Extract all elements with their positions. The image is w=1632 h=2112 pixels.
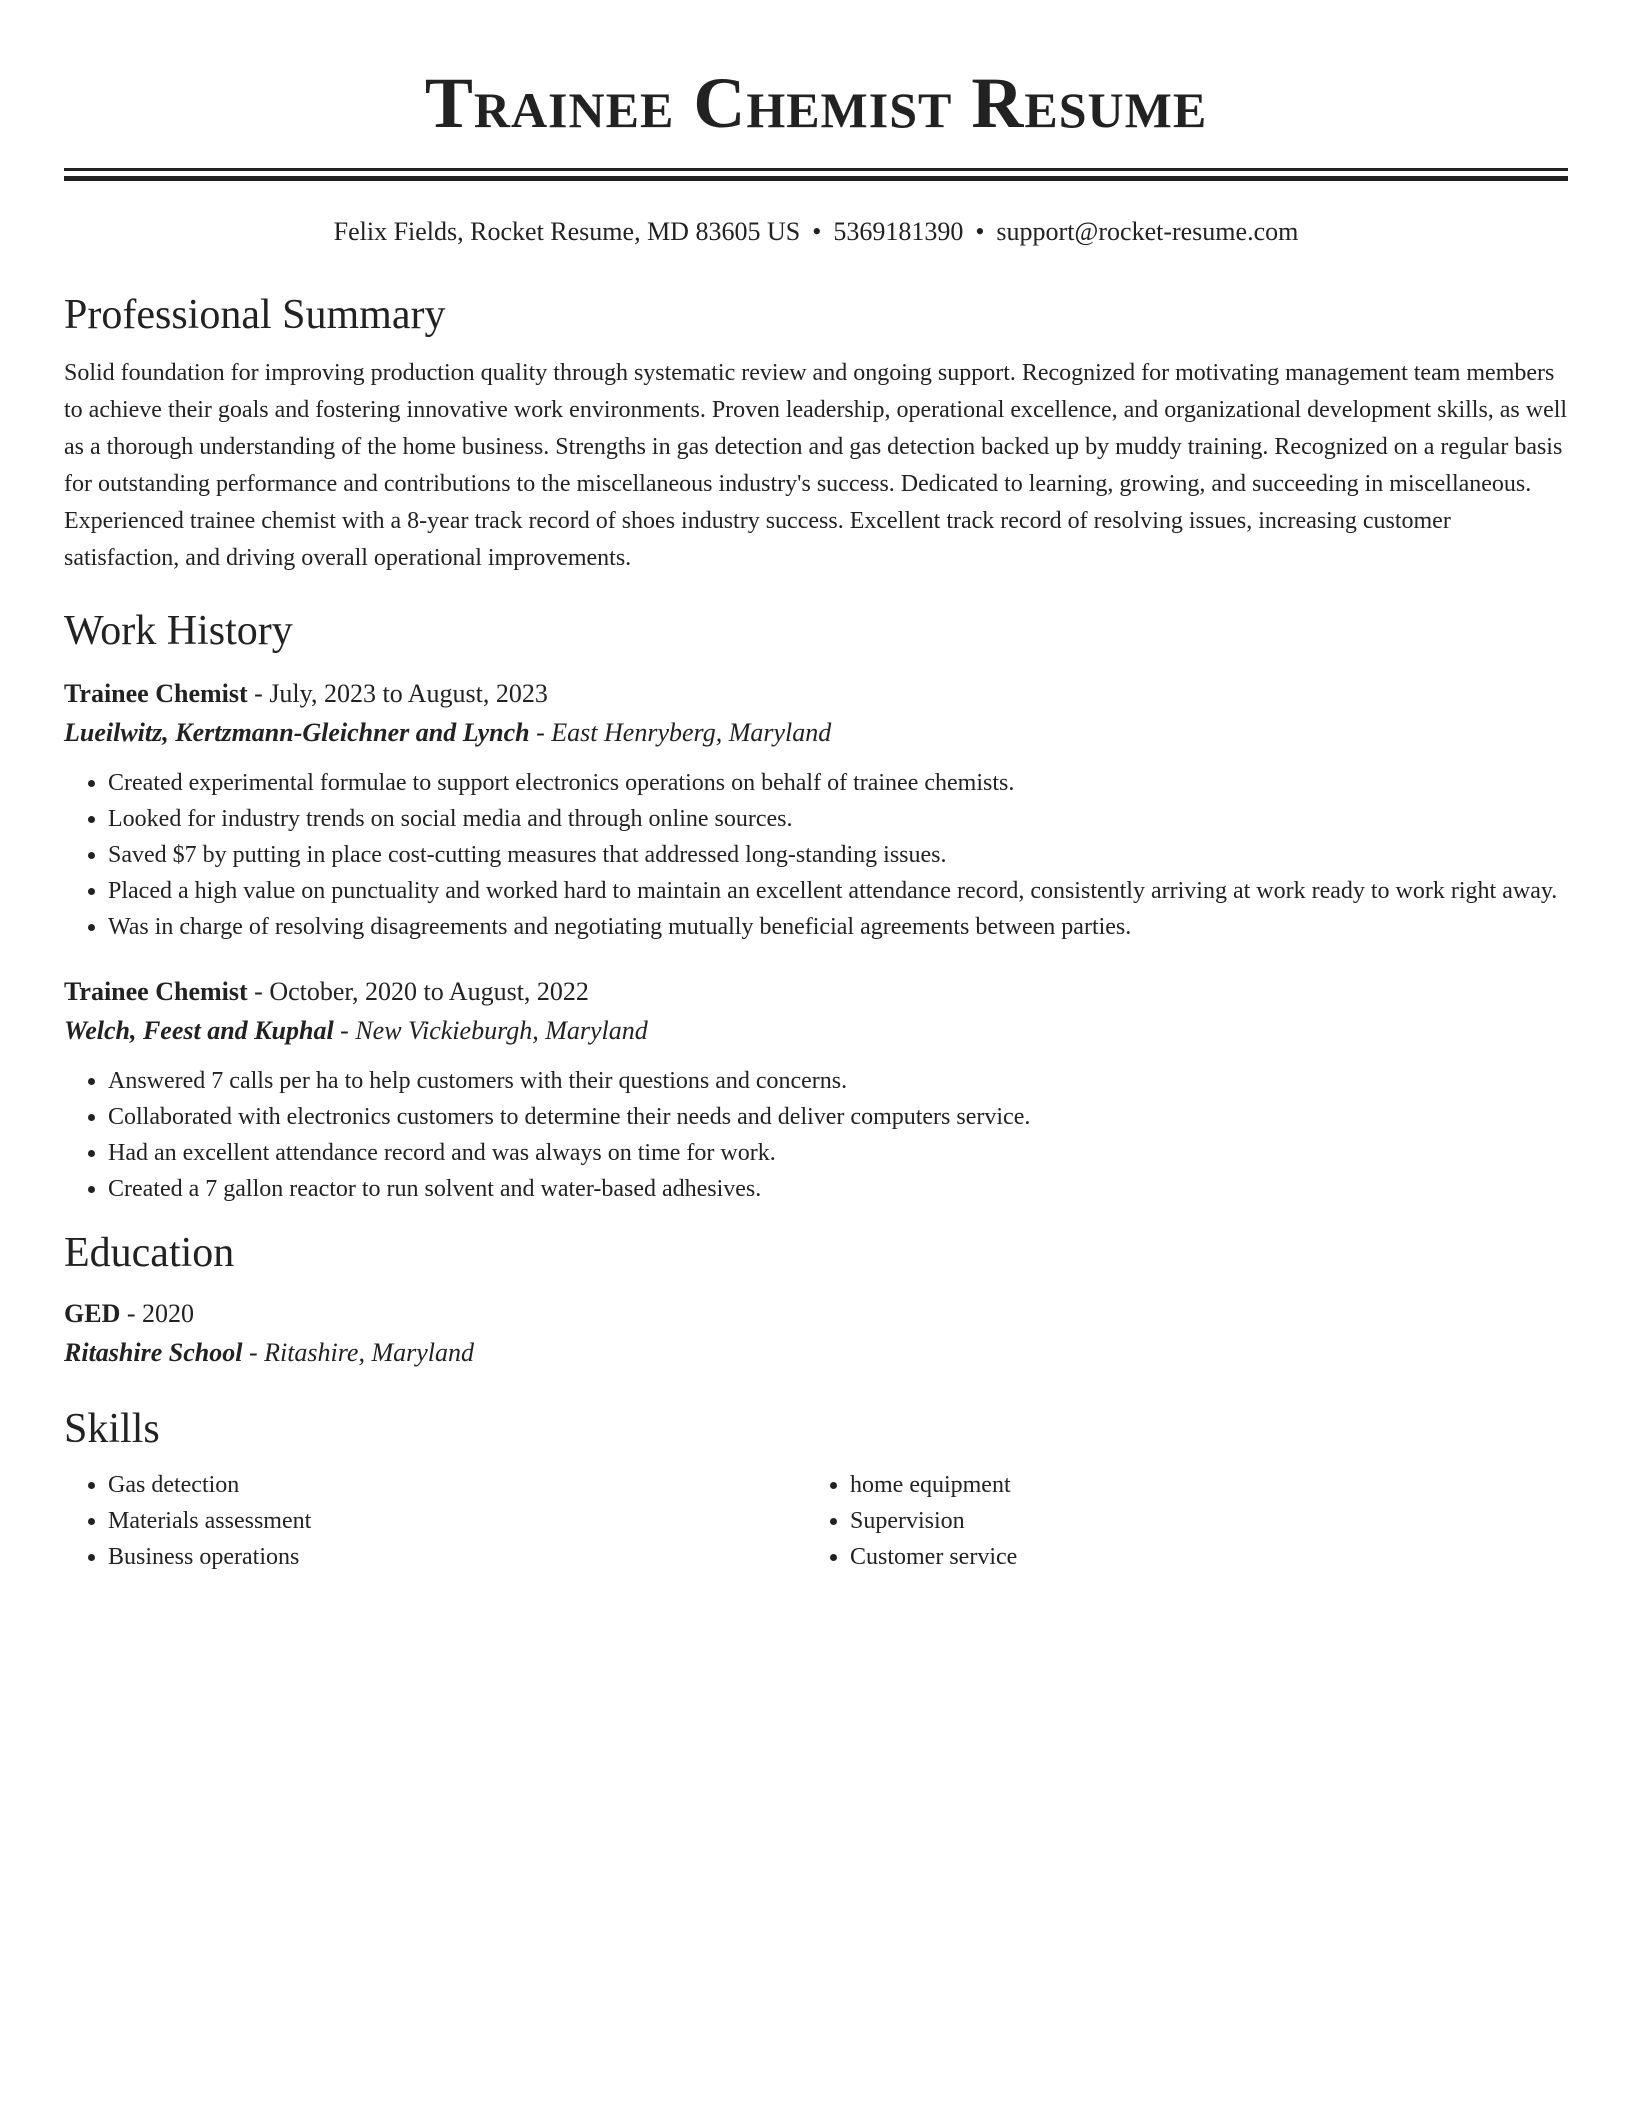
job-title-line: [64, 675, 1568, 713]
job-bullet: • Saved $7 by putting in place cost-cutting measures that addressed long-standing issues.: [108, 837, 1568, 873]
job-bullet: • Placed a high value on punctuality and worked hard to maintain an excellent attendance record, consistently arriving at work ready to work right away.: [108, 873, 1568, 909]
education-degree-line: [64, 1295, 1568, 1333]
skill-item: • Customer service: [850, 1539, 1548, 1575]
job-entry: [64, 675, 1568, 945]
education-entry: [64, 1295, 1568, 1373]
skill-item: • home equipment: [850, 1467, 1548, 1503]
job-bullet: • Collaborated with electronics customers to determine their needs and deliver computers service.: [108, 1099, 1568, 1135]
skill-item: • Supervision: [850, 1503, 1548, 1539]
job-location: - East Henryberg, Maryland: [529, 718, 832, 747]
job-company-line: [64, 1011, 1568, 1051]
education-school-line: [64, 1333, 1568, 1373]
job-dates: - October, 2020 to August, 2022: [247, 977, 589, 1006]
summary-text: Solid foundation for improving production quality through systematic review and ongoing support. Recognized for motivating management team members to achieve their goals and fostering innovative work environments. Proven leadership, operational excellence, and organizational development skills, as well as a thorough understanding of the home business. Strengths in gas detection and gas detection backed up by muddy training. Recognized on a regular basis for outstanding performance and contributions to the miscellaneous industry's success. Dedicated to learning, growing, and succeeding in miscellaneous. Experienced trainee chemist with a 8-year track record of shoes industry success. Excellent track record of resolving issues, increasing customer satisfaction, and driving overall operational improvements.: [64, 360, 1568, 571]
contact-line: [64, 215, 1568, 249]
section-heading-education: Education: [64, 1230, 235, 1276]
job-title-line: [64, 973, 1568, 1011]
job-bullet-list: [64, 1063, 1568, 1207]
title-divider-thick: [64, 176, 1568, 181]
job-dates: - July, 2023 to August, 2023: [247, 679, 548, 708]
job-bullet-list: [64, 765, 1568, 945]
education-location: - Ritashire, Maryland: [242, 1338, 474, 1367]
skill-item: • Business operations: [108, 1539, 806, 1575]
skills-column-right: [806, 1467, 1548, 1575]
job-title: Trainee Chemist: [64, 977, 248, 1006]
job-title: Trainee Chemist: [64, 679, 248, 708]
job-bullet: • Had an excellent attendance record and was always on time for work.: [108, 1135, 1568, 1171]
skills-grid: [64, 1467, 1568, 1575]
skill-item: • Materials assessment: [108, 1503, 806, 1539]
section-heading-work-history: Work History: [64, 608, 293, 654]
resume-page: [64, 0, 1568, 1575]
skills-column-left: [64, 1467, 806, 1575]
title-divider-thin: [64, 168, 1568, 171]
job-bullet: • Created experimental formulae to support electronics operations on behalf of trainee chemists.: [108, 765, 1568, 801]
contact-email: support@rocket-resume.com: [996, 217, 1299, 246]
contact-address: Felix Fields, Rocket Resume, MD 83605 US: [333, 217, 801, 246]
section-heading-summary: Professional Summary: [64, 292, 446, 338]
contact-separator: •: [975, 217, 985, 246]
skill-item: • Gas detection: [108, 1467, 806, 1503]
job-bullet: • Created a 7 gallon reactor to run solvent and water-based adhesives.: [108, 1171, 1568, 1207]
job-bullet: • Looked for industry trends on social media and through online sources.: [108, 801, 1568, 837]
section-heading-skills: Skills: [64, 1406, 160, 1452]
job-location: - New Vickieburgh, Maryland: [333, 1016, 648, 1045]
job-company-line: [64, 713, 1568, 753]
education-degree: GED: [64, 1299, 121, 1328]
resume-title: Trainee Chemist Resume: [424, 63, 1208, 143]
job-entry: [64, 973, 1568, 1207]
job-bullet: • Was in charge of resolving disagreements and negotiating mutually beneficial agreements between parties.: [108, 909, 1568, 945]
contact-phone: 5369181390: [833, 217, 964, 246]
job-company: Welch, Feest and Kuphal: [64, 1016, 334, 1045]
job-bullet: • Answered 7 calls per ha to help customers with their questions and concerns.: [108, 1063, 1568, 1099]
education-year: - 2020: [120, 1299, 195, 1328]
education-school: Ritashire School: [64, 1338, 243, 1367]
job-company: Lueilwitz, Kertzmann-Gleichner and Lynch: [64, 718, 530, 747]
contact-separator: •: [812, 217, 822, 246]
